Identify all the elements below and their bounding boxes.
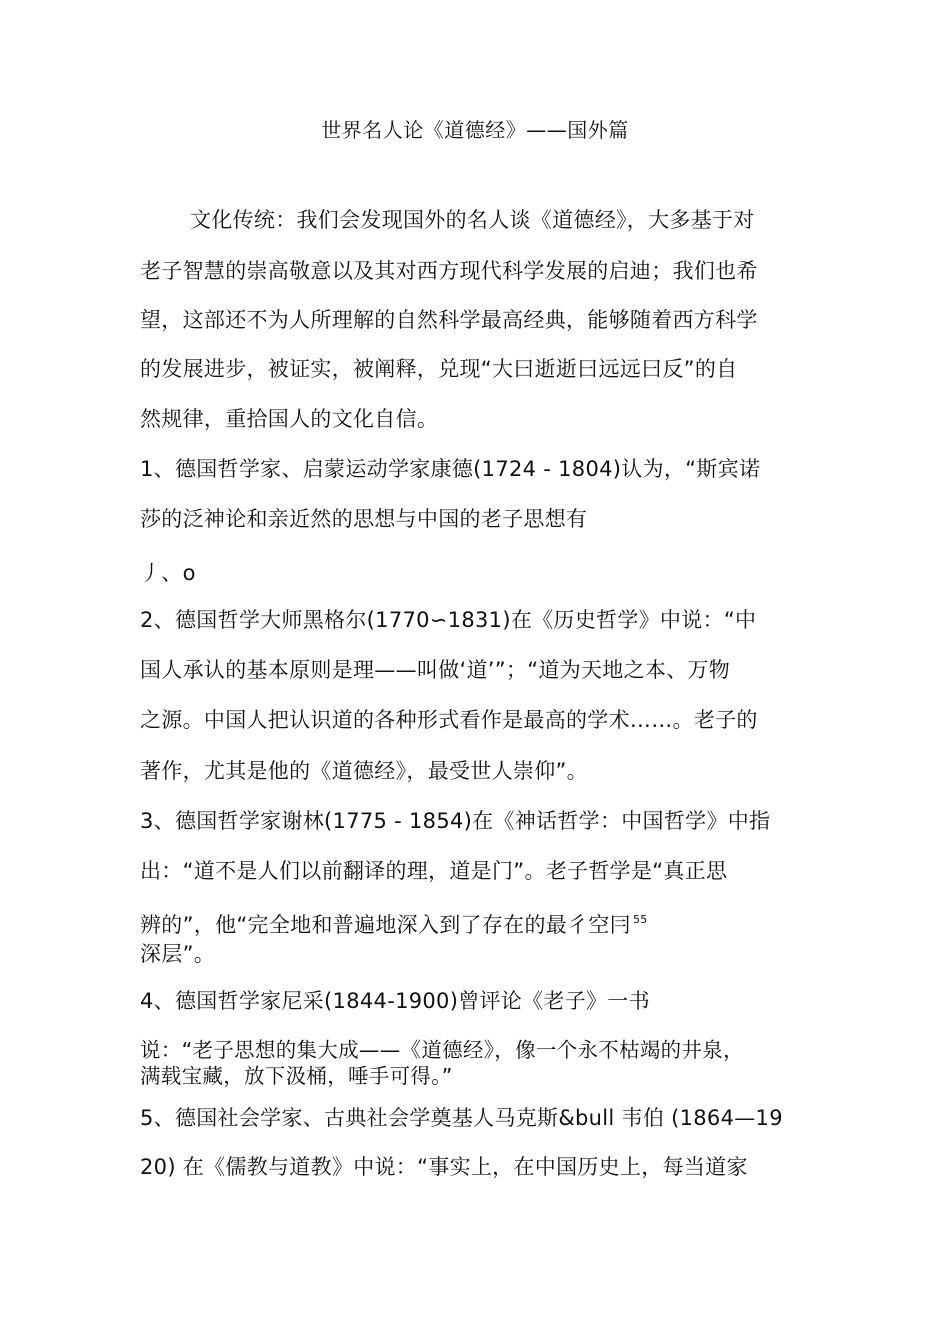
text-line-4: 的发展进步，被证实，被阐释，兑现“大曰逝逝曰远远曰反”的自 — [140, 357, 738, 381]
text-line-12: 著作，尤其是他的《道德经》，最受世人崇仰”。 — [140, 759, 588, 783]
text-line-5: 然规律，重拾国人的文化自信。 — [140, 407, 439, 431]
text-line-10: 国人承认的基本原则是理——叫做‘道’”；“道为天地之本、万物 — [140, 658, 731, 682]
text-line-18: 说：“老子思想的集大成——《道德经》，像一个永不枯竭的井泉， — [140, 1038, 744, 1062]
text-line-7: 莎的泛神论和亲近然的思想与中国的老子思想有 — [140, 507, 588, 531]
text-line-15 — [140, 906, 648, 939]
text-line-13: 3、德国哲学家谢林(1775 - 1854)在《神话哲学：中国哲学》中指 — [140, 809, 771, 833]
footnote-mark: 55 — [632, 913, 648, 926]
text-line-3: 望，这部还不为人所理解的自然科学最高经典，能够随着西方科学 — [140, 308, 758, 332]
text-line-14: 出：“道不是人们以前翻译的理，道是门”。老子哲学是“真正思 — [140, 859, 728, 883]
document-title: 世界名人论《道德经》——国外篇 — [321, 118, 629, 142]
text-line-21: 20) 在《儒教与道教》中说：“事实上，在中国历史上，每当道家 — [140, 1155, 748, 1179]
text-line-1: 文化传统：我们会发现国外的名人谈《道德经》，大多基于对 — [190, 208, 755, 232]
text-line-6: 1、德国哲学家、启蒙运动学家康德(1724 - 1804)认为，“斯宾诺 — [140, 457, 761, 481]
text-line-2: 老子智慧的崇高敬意以及其对西方现代科学发展的启迪；我们也希 — [140, 259, 758, 283]
text-line-11: 之源。中国人把认识道的各种形式看作是最高的学术……。老子的 — [140, 708, 758, 732]
text-line-9: 2、德国哲学大师黑格尔(1770∽1831)在《历史哲学》中说：“中 — [140, 608, 757, 632]
text-line-19: 满载宝藏，放下汲桶，唾手可得。” — [140, 1064, 453, 1088]
text-line-20: 5、德国社会学家、古典社会学奠基人马克斯&bull 韦伯 (1864—19 — [140, 1106, 783, 1130]
text-line-16: 深层”。 — [140, 942, 216, 966]
text-line-17: 4、德国哲学家尼采(1844-1900)曾评论《老子》一书 — [140, 989, 650, 1013]
text-line-8: 丿、o — [140, 561, 196, 585]
text-line-15-body: 辨的”，他“完全地和普遍地深入到了存在的最彳空冃 — [140, 913, 631, 937]
